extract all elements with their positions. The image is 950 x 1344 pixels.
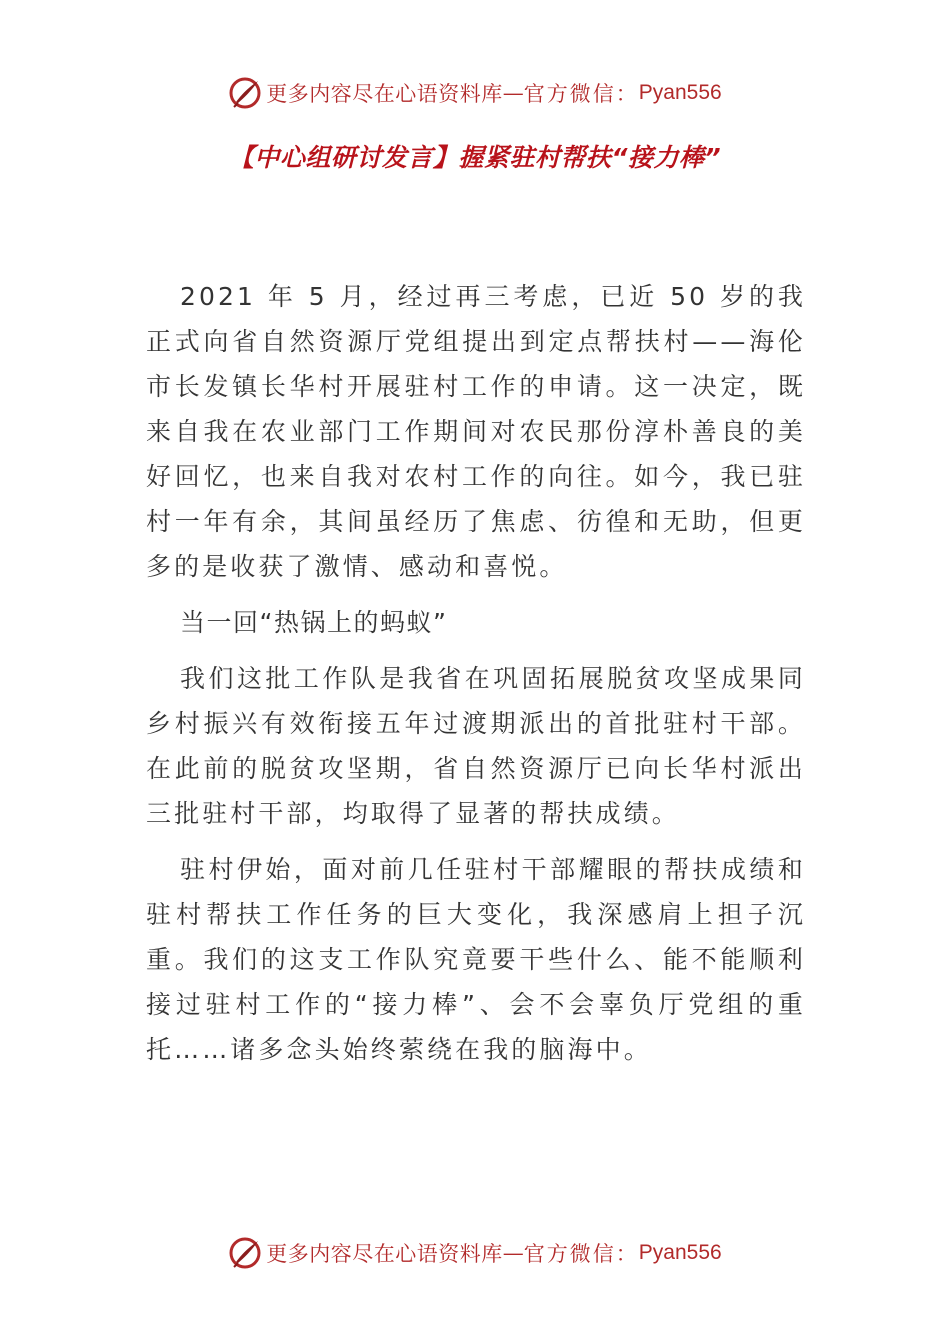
section-heading: 当一回“热锅上的蚂蚁” — [180, 608, 448, 637]
body-paragraph: 我们这批工作队是我省在巩固拓展脱贫攻坚成果同乡村振兴有效衔接五年过渡期派出的首批驻村干部。在此前的脱贫攻坚期，省自然资源厅已向长华村派出三批驻村干部，均取得了显著的帮扶成绩。 — [146, 664, 806, 828]
banner-brand-text: 更多内容尽在心语资料库 — [266, 82, 503, 106]
banner-contact-label: 官方微信： — [523, 82, 639, 106]
banner-contact-id: Pyan556 — [638, 81, 722, 104]
banner-dash: — — [502, 81, 524, 105]
header-banner — [0, 73, 950, 113]
quill-pen-logo-icon — [228, 76, 262, 110]
document-title: 【中心组研讨发言】握紧驻村帮扶“接力棒” — [228, 143, 722, 172]
quill-pen-logo-icon — [228, 1236, 262, 1270]
banner-dash: — — [502, 1241, 524, 1265]
banner-brand-text: 更多内容尽在心语资料库 — [266, 1242, 503, 1266]
banner-contact-label: 官方微信： — [523, 1242, 639, 1266]
document-body — [146, 274, 806, 1083]
body-paragraph: 驻村伊始，面对前几任驻村干部耀眼的帮扶成绩和驻村帮扶工作任务的巨大变化，我深感肩上担子沉重。我们的这支工作队究竟要干些什么、能不能顺利接过驻村工作的“接力棒”、会不会辜负厅党组的重托……诸多念头始终萦绕在我的脑海中。 — [146, 855, 806, 1064]
body-paragraph: 2021 年 5 月，经过再三考虑，已近 50 岁的我正式向省自然资源厅党组提出到定点帮扶村——海伦市长发镇长华村开展驻村工作的申请。这一决定，既来自我在农业部门工作期间对农民那份淳朴善良的美好回忆，也来自我对农村工作的向往。如今，我已驻村一年有余，其间虽经历了焦虑、彷徨和无助，但更多的是收获了激情、感动和喜悦。 — [146, 282, 806, 581]
banner-contact-id: Pyan556 — [638, 1241, 722, 1264]
footer-banner — [0, 1233, 950, 1273]
